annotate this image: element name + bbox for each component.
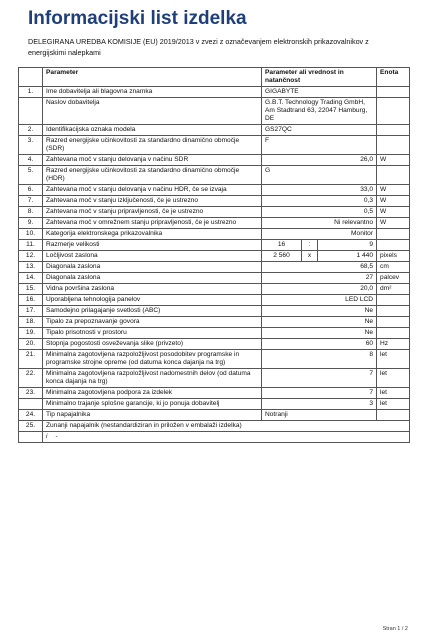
table-row xyxy=(19,273,410,284)
row-parameter: Zahtevana moč v stanju pripravljenosti, če je ustrezno xyxy=(43,207,262,218)
row-parameter: Zahtevana moč v stanju delovanja v načinu SDR xyxy=(43,155,262,166)
row-value-a: 16 xyxy=(262,240,302,251)
page-number: Stran 1 / 2 xyxy=(382,626,408,632)
row-value: 68,5 xyxy=(262,262,377,273)
row-unit xyxy=(377,328,410,339)
table-row xyxy=(19,339,410,350)
header-value: Parameter ali vrednost in natančnost xyxy=(262,68,377,87)
table-row xyxy=(19,262,410,273)
row-number: 19. xyxy=(19,328,43,339)
row-parameter: Zahtevana moč v stanju izključenosti, če je ustrezno xyxy=(43,196,262,207)
table-row xyxy=(19,87,410,98)
row-unit: W xyxy=(377,185,410,196)
row-value: Ne xyxy=(262,328,377,339)
row-value: G xyxy=(262,166,377,185)
row-value-sep: x xyxy=(302,251,318,262)
table-row xyxy=(19,350,410,369)
row-parameter: Diagonala zaslona xyxy=(43,273,262,284)
row-value: Ne xyxy=(262,306,377,317)
row-parameter: Diagonala zaslona xyxy=(43,262,262,273)
row-parameter: Zahtevana moč v omrežnem stanju pripravljenosti, če je ustrezno xyxy=(43,218,262,229)
table-row xyxy=(19,432,410,443)
table-row xyxy=(19,421,410,432)
subitem-index: i xyxy=(46,433,48,440)
row-parameter: Zahtevana moč v stanju delovanja v načinu HDR, če se izvaja xyxy=(43,185,262,196)
header-param: Parameter xyxy=(43,68,262,87)
table-row xyxy=(19,136,410,155)
row-parameter: Ločljivost zaslona xyxy=(43,251,262,262)
row-number: 2. xyxy=(19,125,43,136)
row-value-b: 1 440 xyxy=(318,251,377,262)
row-value: 7 xyxy=(262,388,377,399)
row-number: 13. xyxy=(19,262,43,273)
table-row xyxy=(19,306,410,317)
row-value-b: 9 xyxy=(318,240,377,251)
row-number: 11. xyxy=(19,240,43,251)
row-unit xyxy=(377,98,410,125)
table-header xyxy=(19,68,410,87)
product-info-table xyxy=(18,67,410,443)
row-value: 0,3 xyxy=(262,196,377,207)
table-row xyxy=(19,196,410,207)
row-number: 25. xyxy=(19,421,43,432)
row-value: 8 xyxy=(262,350,377,369)
row-unit: W xyxy=(377,207,410,218)
row-parameter: Ime dobavitelja ali blagovna znamka xyxy=(43,87,262,98)
row-number xyxy=(19,399,43,410)
table-row xyxy=(19,284,410,295)
row-number: 7. xyxy=(19,196,43,207)
row-value-sep: : xyxy=(302,240,318,251)
row-parameter: Tipalo za prepoznavanje govora xyxy=(43,317,262,328)
row-unit: pixels xyxy=(377,251,410,262)
table-row xyxy=(19,240,410,251)
table-row xyxy=(19,369,410,388)
row-number: 1. xyxy=(19,87,43,98)
row-number: 8. xyxy=(19,207,43,218)
table-row xyxy=(19,155,410,166)
row-value: Notranji xyxy=(262,410,377,421)
row-number: 23. xyxy=(19,388,43,399)
row-unit: let xyxy=(377,388,410,399)
header-unit: Enota xyxy=(377,68,410,87)
row-value: 60 xyxy=(262,339,377,350)
row-unit: W xyxy=(377,196,410,207)
row-value: GIGABYTE xyxy=(262,87,377,98)
row-parameter: Uporabljena tehnologija panelov xyxy=(43,295,262,306)
row-unit xyxy=(377,229,410,240)
table-row xyxy=(19,388,410,399)
row-parameter: Minimalno trajanje splošne garancije, ki jo ponuja dobavitelj xyxy=(43,399,262,410)
row-value: 7 xyxy=(262,369,377,388)
row-number: 3. xyxy=(19,136,43,155)
row-unit xyxy=(377,410,410,421)
row-value: 0,5 xyxy=(262,207,377,218)
row-value: F xyxy=(262,136,377,155)
table-row xyxy=(19,218,410,229)
row-number: 10. xyxy=(19,229,43,240)
row-number: 4. xyxy=(19,155,43,166)
row-unit xyxy=(377,87,410,98)
row-parameter: Razred energijske učinkovitosti za standardno dinamično območje (HDR) xyxy=(43,166,262,185)
row-number: 22. xyxy=(19,369,43,388)
row-unit: W xyxy=(377,218,410,229)
page-title: Informacijski list izdelka xyxy=(28,8,247,29)
row-unit: Hz xyxy=(377,339,410,350)
row-number xyxy=(19,98,43,125)
row-value: 3 xyxy=(262,399,377,410)
row-unit xyxy=(377,295,410,306)
row-unit: dm² xyxy=(377,284,410,295)
row-parameter: Minimalna zagotovljena razpoložljivost nadomestnih delov (od datuma konca dajanja na trg) xyxy=(43,369,262,388)
row-parameter: Vidna površina zaslona xyxy=(43,284,262,295)
row-value: 26,0 xyxy=(262,155,377,166)
row-number: 24. xyxy=(19,410,43,421)
row-parameter: Stopnja pogostosti osveževanja slike (privzeto) xyxy=(43,339,262,350)
row-value: 27 xyxy=(262,273,377,284)
regulation-intro: DELEGIRANA UREDBA KOMISIJE (EU) 2019/2013 v zvezi z označevanjem elektronskih prikazovalnikov z energijskimi nalepkami xyxy=(28,37,369,57)
table-row xyxy=(19,185,410,196)
row-number: 20. xyxy=(19,339,43,350)
table-row xyxy=(19,229,410,240)
row-number: 16. xyxy=(19,295,43,306)
row-number: 9. xyxy=(19,218,43,229)
row-parameter: Tip napajalnika xyxy=(43,410,262,421)
row-value: Ne xyxy=(262,317,377,328)
subitem-value: - xyxy=(55,433,58,440)
row-value: 33,0 xyxy=(262,185,377,196)
row-value: Monitor xyxy=(262,229,377,240)
table-row xyxy=(19,295,410,306)
row-number: 18. xyxy=(19,317,43,328)
row-number: 15. xyxy=(19,284,43,295)
row-unit xyxy=(377,306,410,317)
table-row xyxy=(19,251,410,262)
row-unit xyxy=(377,240,410,251)
row-parameter: Razmerje velikosti xyxy=(43,240,262,251)
row-unit: let xyxy=(377,369,410,388)
table-row xyxy=(19,410,410,421)
row-parameter: Naslov dobavitelja xyxy=(43,98,262,125)
table-row xyxy=(19,328,410,339)
table-row xyxy=(19,207,410,218)
table-row xyxy=(19,317,410,328)
row-number: 21. xyxy=(19,350,43,369)
table-row xyxy=(19,399,410,410)
row-parameter: Kategorija elektronskega prikazovalnika xyxy=(43,229,262,240)
row-unit: cm xyxy=(377,262,410,273)
row-parameter: Minimalna zagotovljena razpoložljivost posodobitev programske in programske strojne opreme (od datuma konca dajanja na trg) xyxy=(43,350,262,369)
row-value: 20,0 xyxy=(262,284,377,295)
row-parameter: Zunanji napajalnik (nestandardiziran in priložen v embalaži izdelka) xyxy=(43,421,410,432)
row-number: 14. xyxy=(19,273,43,284)
table-row xyxy=(19,98,410,125)
row-number: 17. xyxy=(19,306,43,317)
row-value: GS27QC xyxy=(262,125,377,136)
row-number: 12. xyxy=(19,251,43,262)
row-number: 5. xyxy=(19,166,43,185)
row-parameter: Tipalo prisotnosti v prostoru xyxy=(43,328,262,339)
row-unit xyxy=(377,166,410,185)
row-parameter: Minimalna zagotovljena podpora za izdelek xyxy=(43,388,262,399)
row-value-a: 2 560 xyxy=(262,251,302,262)
row-unit: let xyxy=(377,350,410,369)
row-unit xyxy=(377,125,410,136)
row-parameter: Razred energijske učinkovitosti za standardno dinamično območje (SDR) xyxy=(43,136,262,155)
row-number: 6. xyxy=(19,185,43,196)
row-parameter: Samodejno prilagajanje svetlosti (ABC) xyxy=(43,306,262,317)
row-unit: let xyxy=(377,399,410,410)
row-subitem xyxy=(43,432,410,443)
row-unit: W xyxy=(377,155,410,166)
row-unit xyxy=(377,136,410,155)
row-value: LED LCD xyxy=(262,295,377,306)
row-parameter: Identifikacijska oznaka modela xyxy=(43,125,262,136)
row-value: G.B.T. Technology Trading GmbH, Am Stadtrand 63, 22047 Hamburg, DE xyxy=(262,98,377,125)
row-unit: palcev xyxy=(377,273,410,284)
table-row xyxy=(19,125,410,136)
row-unit xyxy=(377,317,410,328)
table-row xyxy=(19,166,410,185)
row-value: Ni relevantno xyxy=(262,218,377,229)
